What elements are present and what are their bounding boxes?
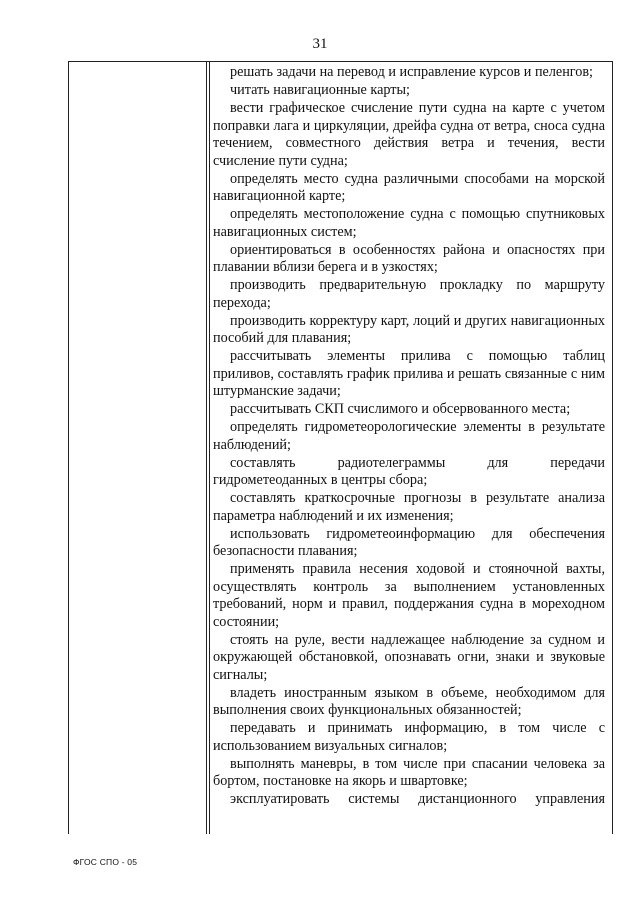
footer-label: ФГОС СПО - 05 <box>73 857 138 867</box>
skill-item: определять гидрометеорологические элементы в результате наблюдений; <box>213 419 605 453</box>
skill-item: рассчитывать элементы прилива с помощью таблиц приливов, составлять график прилива и решать связанные с ним штурманские задачи; <box>213 348 605 399</box>
skill-item: эксплуатировать системы дистанционного управления <box>230 791 605 807</box>
column-divider <box>206 62 210 834</box>
skill-item: производить предварительную прокладку по маршруту перехода; <box>213 277 605 311</box>
skills-list <box>213 64 605 809</box>
skill-item: читать навигационные карты; <box>230 82 410 98</box>
skill-item: решать задачи на перевод и исправление курсов и пеленгов; <box>230 64 593 80</box>
skill-item: составлять краткосрочные прогнозы в результате анализа параметра наблюдений и их изменения; <box>213 490 605 524</box>
skill-item: ориентироваться в особенностях района и опасностях при плавании вблизи берега и в узкостях; <box>213 241 605 275</box>
skill-item: определять место судна различными способами на морской навигационной карте; <box>213 170 605 204</box>
skill-item: рассчитывать СКП счислимого и обсервованного места; <box>230 401 571 417</box>
skill-item: применять правила несения ходовой и стояночной вахты, осуществлять контроль за выполнением установленных требований, норм и правил, поддержания судна в мореходном состоянии; <box>213 561 605 630</box>
skill-item: производить корректуру карт, лоций и других навигационных пособий для плавания; <box>213 312 605 346</box>
skill-item: определять местоположение судна с помощью спутниковых навигационных систем; <box>213 206 605 240</box>
skill-item: стоять на руле, вести надлежащее наблюдение за судном и окружающей обстановкой, опознавать огни, знаки и звуковые сигналы; <box>213 631 605 683</box>
skill-item: передавать и принимать информацию, в том числе с использованием визуальных сигналов; <box>213 720 605 754</box>
skill-item: владеть иностранным языком в объеме, необходимом для выполнения своих функциональных обязанностей; <box>213 684 605 718</box>
skill-item: составлять радиотелеграммы для передачи гидрометеоданных в центры сбора; <box>213 454 605 488</box>
skill-item: использовать гидрометеоинформацию для обеспечения безопасности плавания; <box>213 525 605 559</box>
page-number: 31 <box>312 36 328 52</box>
skill-item: вести графическое счисление пути судна на карте с учетом поправки лага и циркуляции, дрейфа судна от ветра, сноса судна течением, совместного действия ветра и течения, вести счисление пути судна; <box>213 100 605 169</box>
competency-table <box>68 61 613 834</box>
skill-item: выполнять маневры, в том числе при спасании человека за бортом, постановке на якорь и швартовке; <box>213 755 605 789</box>
